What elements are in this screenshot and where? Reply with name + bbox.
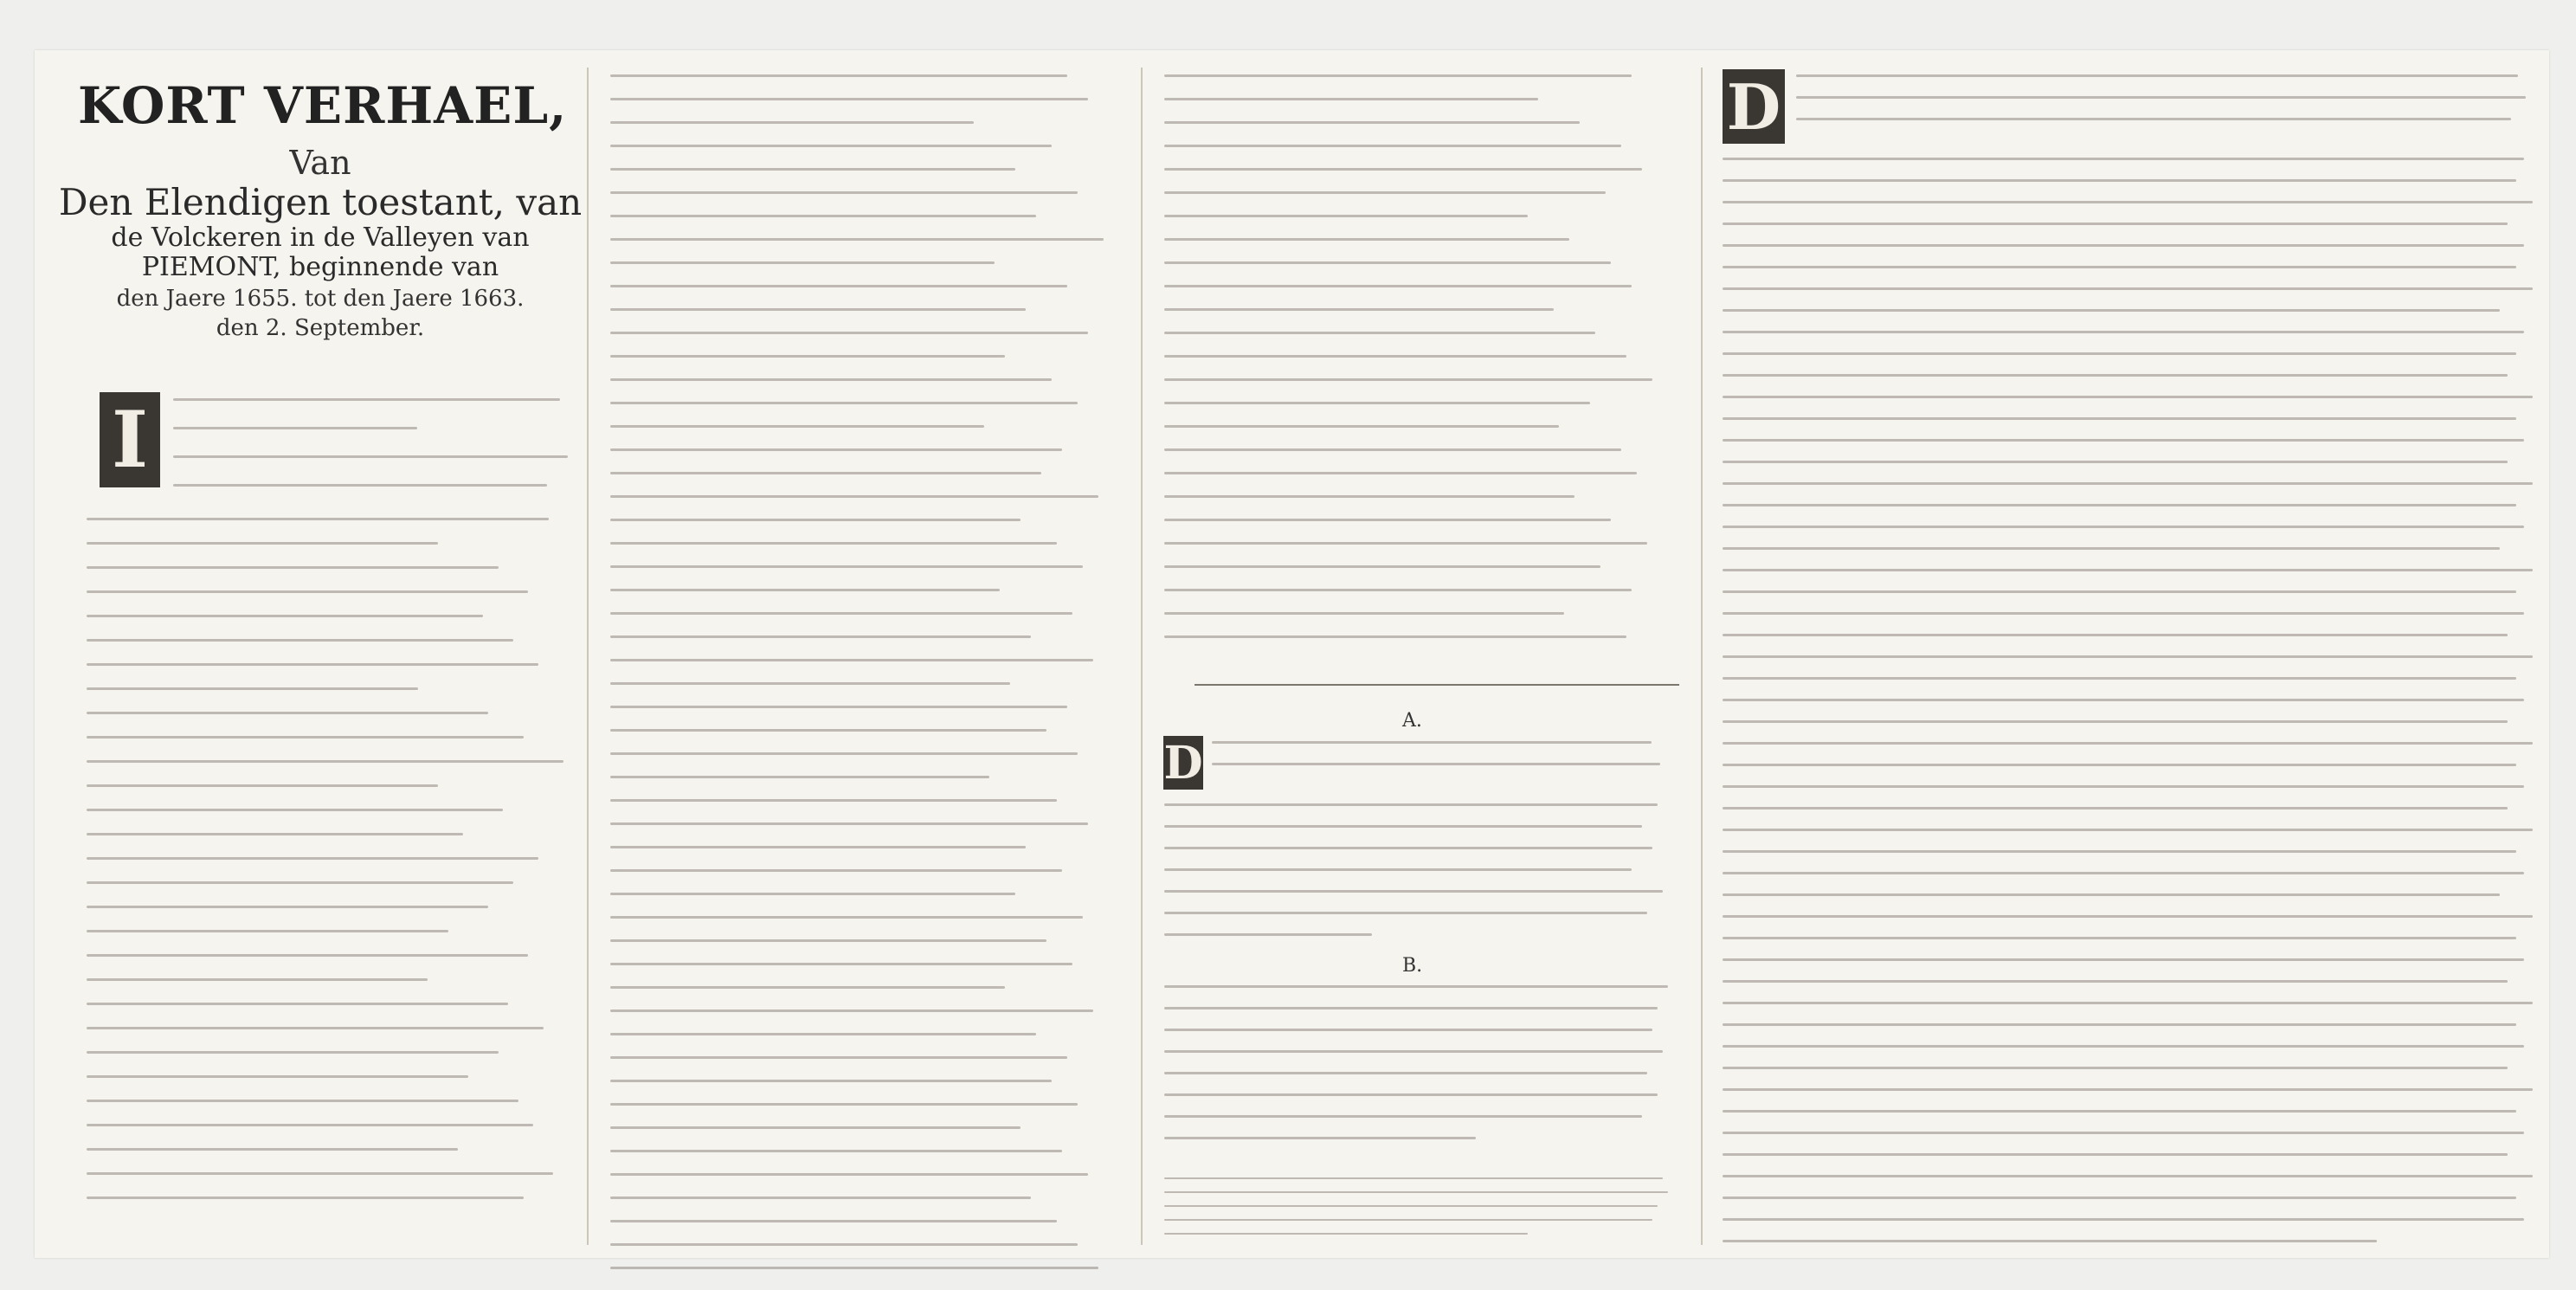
- poem-lines-col3: [1164, 74, 1684, 659]
- column-divider-3: [1701, 68, 1703, 1245]
- van-heading: Van: [289, 144, 351, 182]
- poem-lines-col2: [610, 74, 1130, 1290]
- poem-lines-intro: [173, 398, 580, 513]
- subtitle-line-1: Den Elendigen toestant, van: [58, 181, 583, 223]
- dropcap-a: D: [1163, 736, 1203, 790]
- section-b-label: B.: [1402, 955, 1423, 977]
- column-divider-1: [587, 68, 589, 1245]
- subtitle-line-2: de Volckeren in de Valleyen van: [111, 223, 530, 253]
- body-lines: [1723, 158, 2541, 1261]
- dropcap-initial: I: [100, 392, 160, 487]
- section-rule: [1195, 684, 1679, 686]
- section-b-lines: [1164, 985, 1684, 1158]
- section-a-lines-2: [1164, 803, 1684, 955]
- poem-lines-col1: [87, 518, 589, 1221]
- document-sheet: [35, 50, 2549, 1258]
- footnote-lines: [1164, 1177, 1684, 1247]
- main-title: KORT VERHAEL,: [78, 76, 568, 135]
- column-1: [52, 50, 589, 486]
- subtitle-line-4: den Jaere 1655. tot den Jaere 1663.: [116, 286, 525, 312]
- section-a-lines: [1212, 741, 1679, 784]
- column-divider-2: [1141, 68, 1143, 1245]
- subtitle-line-5: den 2. September.: [216, 315, 425, 341]
- body-lines-top: [1796, 74, 2541, 139]
- subtitle-line-3: PIEMONT, beginnende van: [141, 252, 499, 282]
- dropcap-d: D: [1723, 69, 1785, 144]
- section-a-label: A.: [1402, 710, 1422, 732]
